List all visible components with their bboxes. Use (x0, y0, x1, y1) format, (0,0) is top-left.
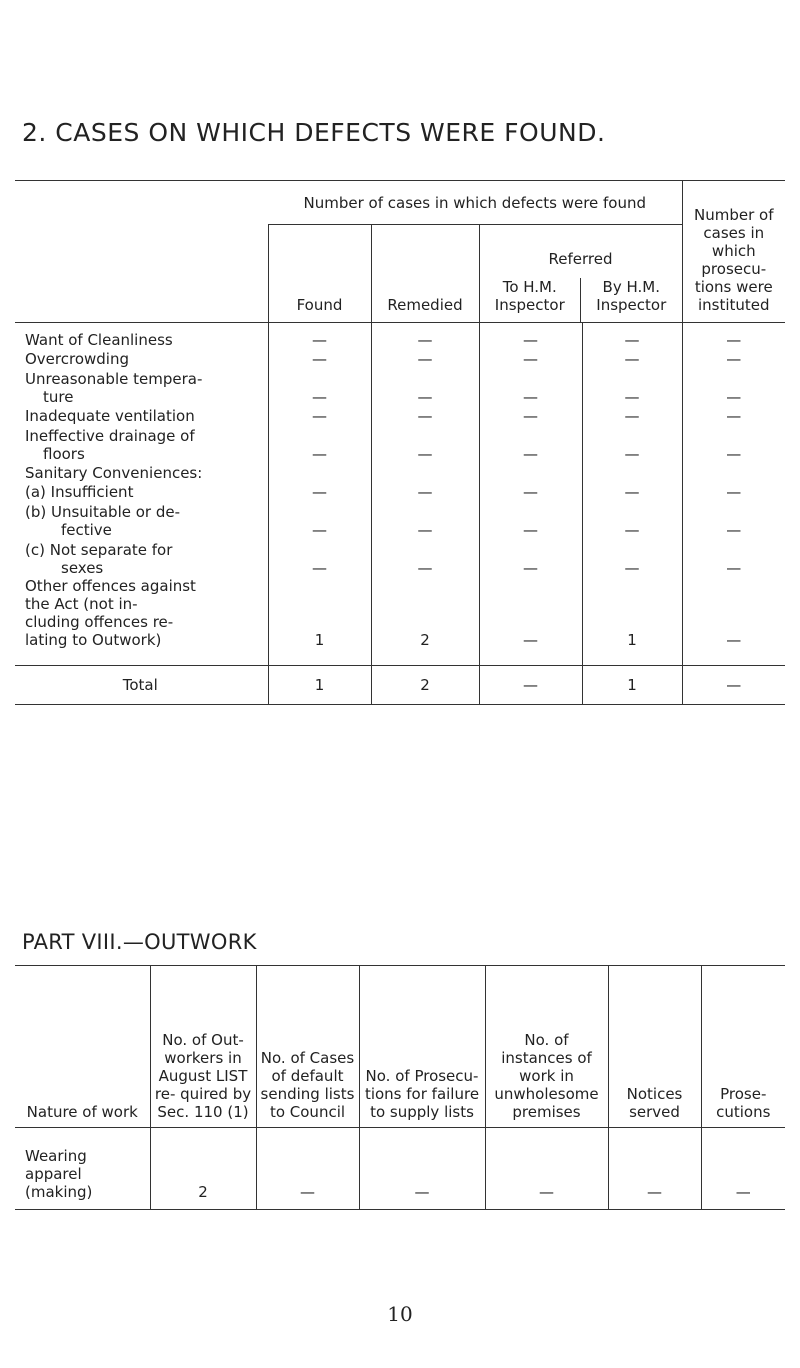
table-row: Inadequate ventilation — — — — — (15, 406, 785, 425)
page-number: 10 (387, 1302, 413, 1326)
header-default: No. of Cases of default sending lists to Council (256, 966, 359, 1128)
table-row: Want of Cleanliness — — — — — (15, 323, 785, 349)
header-to-hm: To H.M. Inspector (494, 278, 565, 314)
header-unwholesome: No. of instances of work in unwholesome premises (485, 966, 608, 1128)
table-row: Overcrowding — — — — — (15, 349, 785, 368)
total-label: Total (15, 665, 268, 704)
table-row: (a) Insufficient — — — — — (15, 482, 785, 501)
header-prosecutions-lists: No. of Prosecu- tions for failure to supply lists (359, 966, 485, 1128)
header-group: Number of cases in which defects were found (303, 193, 647, 212)
outwork-table (15, 965, 785, 1210)
table-row: Sanitary Conveniences: (15, 463, 785, 482)
section-title-outwork: PART VIII.—OUTWORK (22, 930, 257, 954)
table-row: Wearing apparel (making) 2 — — — — — (15, 1128, 785, 1210)
header-referred: Referred (548, 250, 613, 268)
section-title-defects: 2. CASES ON WHICH DEFECTS WERE FOUND. (22, 118, 606, 147)
header-nature: Nature of work (15, 966, 150, 1128)
header-notices: Notices served (608, 966, 701, 1128)
table-row: Other offences against the Act (not in- cluding offences re- lating to Outwork) 1 2 — 1 — (15, 577, 785, 666)
header-prosecutions: Prose- cutions (701, 966, 785, 1128)
table-row: Unreasonable tempera- ture — — — — — (15, 368, 785, 406)
header-remedied: Remedied (371, 225, 479, 323)
total-row: Total 1 2 — 1 — (15, 665, 785, 704)
header-found: Found (268, 225, 371, 323)
header-by-hm: By H.M. Inspector (580, 278, 682, 322)
header-outworkers: No. of Out- workers in August LIST re- quired by Sec. 110 (1) (150, 966, 256, 1128)
table-row: (b) Unsuitable or de- fective — — — — — (15, 501, 785, 539)
defects-table (15, 180, 785, 705)
table-row: Ineffective drainage of floors — — — — — (15, 425, 785, 463)
table-row: (c) Not separate for sexes — — — — — (15, 539, 785, 577)
header-prosecutions: Number of cases in which prosecu- tions were instituted (682, 181, 785, 323)
